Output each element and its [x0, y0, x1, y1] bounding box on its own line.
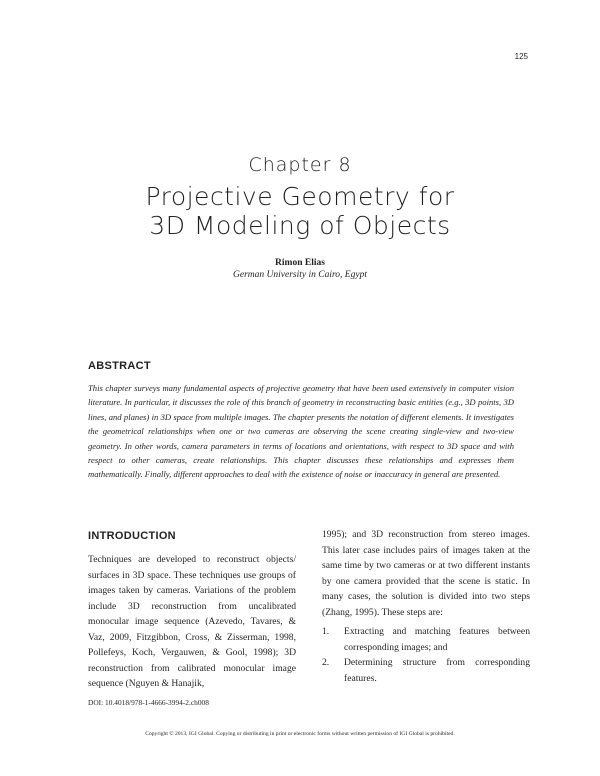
introduction-heading: INTRODUCTION — [88, 530, 176, 542]
abstract-heading: ABSTRACT — [88, 360, 151, 372]
steps-list — [322, 624, 530, 686]
list-item — [322, 655, 530, 686]
step-text: Determining structure from corresponding features. — [344, 657, 530, 684]
introduction-right-column: 1995); and 3D reconstruction from stereo images. This later case includes pairs of images taken at the same time by two cameras or at two different instants by one camera provided that the scene is static. In many cases, the solution is divided into two steps (Zhang, 1995). These steps are: — [322, 529, 530, 618]
step-number: 1. — [322, 626, 330, 637]
introduction-left-column: Techniques are developed to reconstruct objects/ surfaces in 3D space. These techniques use groups of images taken by cameras. Variations of the problem include 3D reconstruction from uncalibrated monocular image sequence (Azevedo, Tavares, & Vaz, 2009, Fitzgibbon, Cross, & Zisserman, 1998, Pollefeys, Koch, Vergauwen, & Gool, 1998); 3D reconstruction from calibrated monocular image sequence (Nguyen & Hanajik, — [88, 554, 296, 689]
page-number: 125 — [514, 52, 528, 61]
author-name: Rimon Elias — [275, 258, 325, 268]
chapter-title-line1: Projective Geometry for — [145, 182, 455, 211]
list-item — [322, 624, 530, 655]
author-affiliation: German University in Cairo, Egypt — [233, 270, 367, 280]
copyright-notice: Copyright © 2013, IGI Global. Copying or distributing in print or electronic forms without written permission of IGI Global is prohibited. — [145, 731, 455, 737]
chapter-title-line2: 3D Modeling of Objects — [149, 211, 451, 240]
chapter-title — [0, 182, 600, 240]
abstract-text: This chapter surveys many fundamental aspects of projective geometry that have been used extensively in computer vision literature. In particular, it discusses the role of this branch of geometry in reconstructing basic entities (e.g., 3D points, 3D lines, and planes) in 3D space from multiple images. The chapter presents the notation of different elements. It investigates the geometrical relationships when one or two cameras are observing the scene creating single-view and two-view geometry. In other words, camera parameters in terms of locations and orientations, with respect to 3D space and with respect to other cameras, create relationships. This chapter discusses these relationships and expresses them mathematically. Finally, different approaches to deal with the existence of noise or inaccuracy in general are presented. — [88, 383, 514, 480]
step-text: Extracting and matching features between corresponding images; and — [344, 626, 530, 653]
step-number: 2. — [322, 657, 330, 668]
chapter-label: Chapter 8 — [248, 154, 352, 176]
doi: DOI: 10.4018/978-1-4666-3994-2.ch008 — [88, 698, 209, 707]
